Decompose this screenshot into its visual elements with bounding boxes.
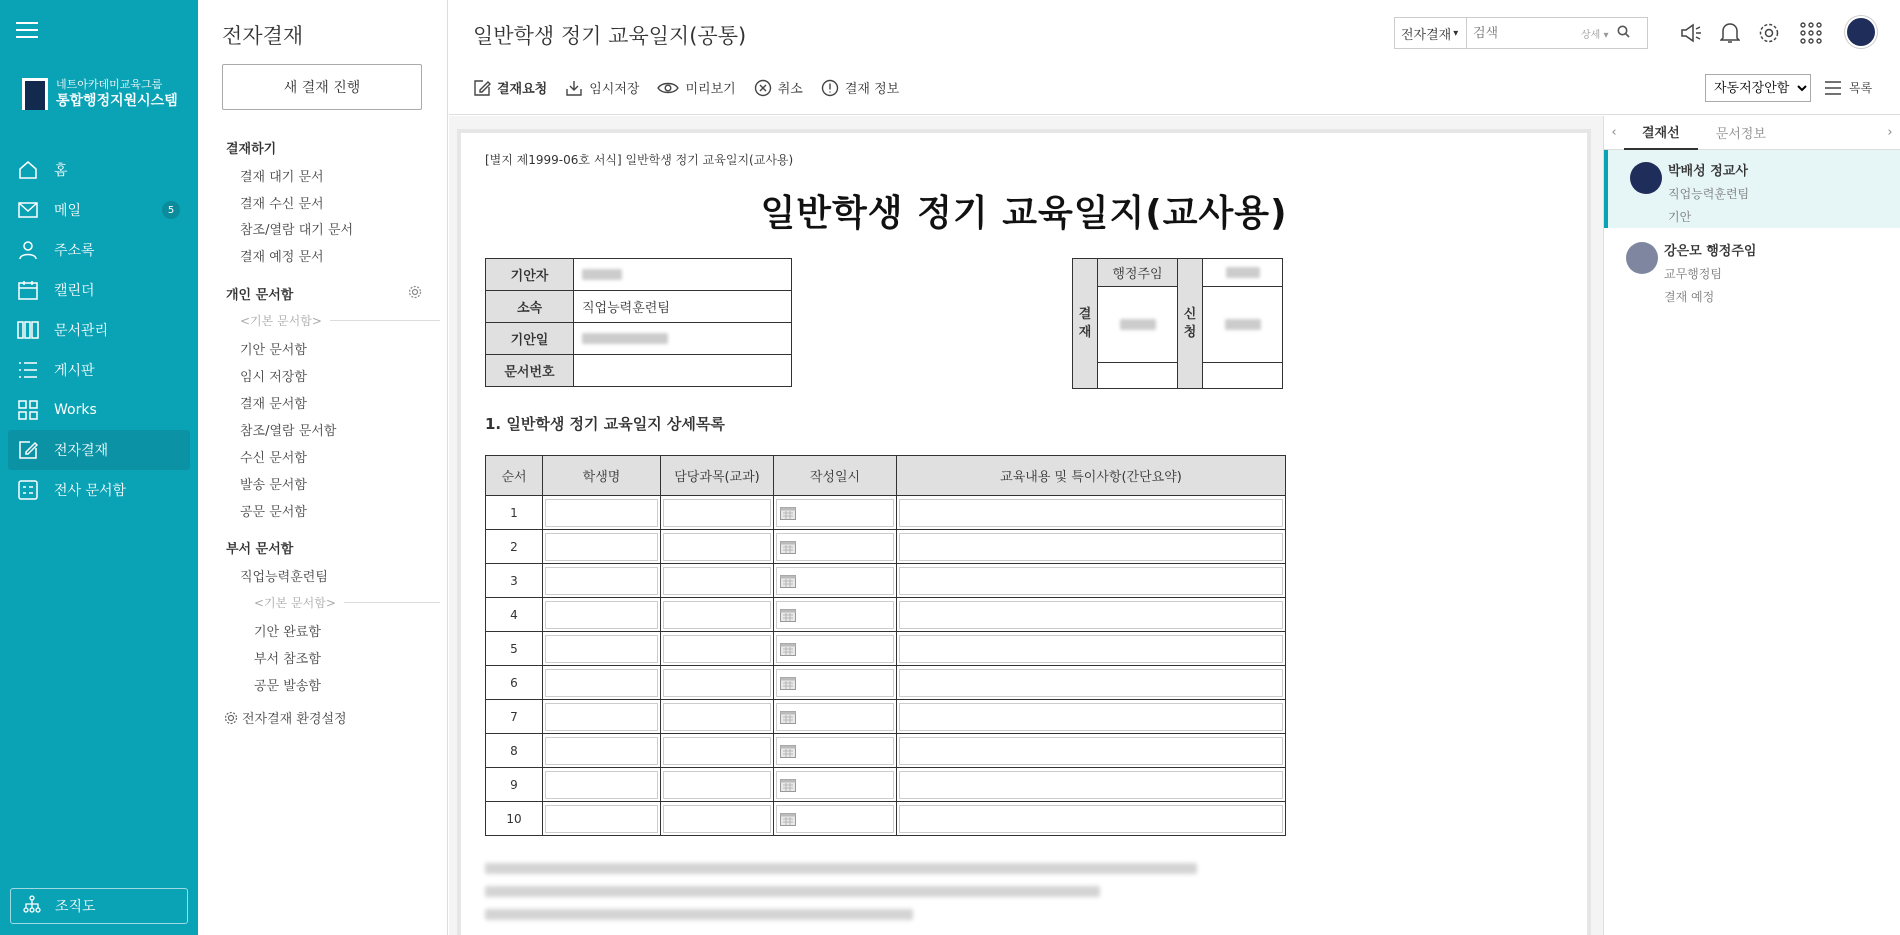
- apps-grid-icon[interactable]: [1798, 20, 1824, 46]
- row-number: 2: [486, 530, 543, 564]
- edit-icon: [16, 440, 40, 460]
- content-input[interactable]: [899, 635, 1283, 663]
- date-input[interactable]: [776, 567, 894, 595]
- student-cell: [543, 768, 661, 802]
- divider: [344, 602, 440, 603]
- redacted-text: [582, 333, 668, 344]
- sidebar-item-draft-done[interactable]: 기안 완료함: [254, 625, 321, 640]
- student-cell: [543, 496, 661, 530]
- nav-item-contacts[interactable]: [8, 230, 190, 270]
- person-icon: [16, 240, 40, 260]
- date-input[interactable]: [776, 771, 894, 799]
- table-row: [486, 734, 1286, 768]
- calendar-icon[interactable]: [780, 574, 796, 588]
- date-cell: [774, 700, 897, 734]
- toolbar-label: 결재 정보: [844, 82, 900, 97]
- gear-icon: [224, 711, 238, 725]
- subject-input[interactable]: [663, 635, 771, 663]
- subject-input[interactable]: [663, 805, 771, 833]
- subject-cell: [661, 700, 774, 734]
- date-input[interactable]: [776, 805, 894, 833]
- redacted-text: [1120, 319, 1156, 330]
- avatar: [1626, 242, 1658, 274]
- content-cell: [897, 768, 1286, 802]
- student-cell: [543, 700, 661, 734]
- sidebar-item-official-sent[interactable]: 공문 발송함: [254, 679, 321, 694]
- mail-icon: [16, 200, 40, 220]
- row-number: 9: [486, 768, 543, 802]
- table-row: [486, 802, 1286, 836]
- student-input[interactable]: [545, 703, 658, 731]
- row-number: 10: [486, 802, 543, 836]
- list-icon: [1825, 81, 1841, 95]
- student-cell: [543, 734, 661, 768]
- date-input[interactable]: [776, 635, 894, 663]
- nav-label: 전자결재: [54, 443, 109, 459]
- drafter-info-table: [485, 258, 792, 387]
- search-icon[interactable]: [1617, 25, 1630, 42]
- content-cell: [897, 802, 1286, 836]
- form-title: 일반학생 정기 교육일지(교사용): [760, 193, 1288, 234]
- nav-item-calendar[interactable]: [8, 270, 190, 310]
- col-student: 학생명: [543, 456, 661, 496]
- content-input[interactable]: [899, 533, 1283, 561]
- content-input[interactable]: [899, 567, 1283, 595]
- form-reference: [별지 제1999-06호 서식] 일반학생 정기 교육일지(교사용): [485, 153, 794, 167]
- scope-label: 전자결재: [1401, 27, 1452, 43]
- eye-icon: [657, 81, 679, 95]
- sidebar-item-reference[interactable]: 참조/열람 문서함: [240, 424, 337, 439]
- sidebar-item-dept-reference[interactable]: 부서 참조함: [254, 652, 321, 667]
- document-viewport: [449, 116, 1604, 935]
- date-cell: [774, 564, 897, 598]
- subject-input[interactable]: [663, 703, 771, 731]
- date-cell: [774, 768, 897, 802]
- subject-cell: [661, 632, 774, 666]
- toolbar: [473, 78, 917, 97]
- mail-count-badge: 5: [162, 201, 180, 219]
- toolbar-label: 임시저장: [589, 82, 640, 97]
- subject-input[interactable]: [663, 737, 771, 765]
- content-cell: [897, 598, 1286, 632]
- row-number: 3: [486, 564, 543, 598]
- col-date: 작성일시: [774, 456, 897, 496]
- table-row: [486, 700, 1286, 734]
- student-cell: [543, 666, 661, 700]
- approver-dept: 교무행정팀: [1664, 267, 1722, 281]
- student-input[interactable]: [545, 499, 658, 527]
- muted-label: <기본 문서함>: [254, 596, 336, 610]
- date-input[interactable]: [776, 601, 894, 629]
- sidebar-item-reference-pending[interactable]: 참조/열람 대기 문서: [240, 223, 354, 238]
- toolbar-label: 취소: [777, 82, 803, 97]
- request-approval-button[interactable]: [473, 78, 547, 97]
- nav-label: 문서관리: [54, 323, 109, 339]
- approval-sidebar: [198, 0, 448, 935]
- redacted-text: [582, 269, 622, 280]
- announcement-icon[interactable]: [1678, 20, 1704, 46]
- nav-item-approval[interactable]: [8, 430, 190, 470]
- sidebar-item-drafts[interactable]: 기안 문서함: [240, 343, 307, 358]
- calendar-icon: [16, 280, 40, 300]
- nav-label: 캘린더: [54, 283, 95, 299]
- calendar-icon[interactable]: [780, 778, 796, 792]
- table-row: [486, 530, 1286, 564]
- applicant-role-cell: [1203, 259, 1283, 287]
- content-input[interactable]: [899, 601, 1283, 629]
- calendar-icon[interactable]: [780, 812, 796, 826]
- divider: [330, 320, 440, 321]
- approver-item[interactable]: [1604, 150, 1900, 228]
- approval-line-panel: [1604, 116, 1900, 935]
- approver-item[interactable]: [1604, 230, 1900, 308]
- table-row: [486, 496, 1286, 530]
- dept-value: 직업능력훈련팀: [574, 291, 792, 323]
- date-cell: [774, 666, 897, 700]
- preview-button[interactable]: [657, 78, 735, 97]
- subject-cell: [661, 564, 774, 598]
- archive-icon: [16, 480, 40, 500]
- approval-date-cell: [1098, 363, 1178, 389]
- student-input[interactable]: [545, 635, 658, 663]
- date-cell: [774, 802, 897, 836]
- drafter-value: [574, 259, 792, 291]
- student-input[interactable]: [545, 567, 658, 595]
- subject-cell: [661, 598, 774, 632]
- avatar[interactable]: [1845, 16, 1877, 48]
- col-content: 교육내용 및 특이사항(간단요약): [897, 456, 1286, 496]
- student-input[interactable]: [545, 771, 658, 799]
- sidebar-item-approved[interactable]: 결재 문서함: [240, 397, 307, 412]
- col-subject: 담당과목(교과): [661, 456, 774, 496]
- sidebar-title: 전자결재: [222, 24, 304, 48]
- sidebar-item-pending[interactable]: 결재 대기 문서: [240, 170, 324, 185]
- approval-side-label: [1073, 259, 1098, 389]
- sidebar-item-outbox[interactable]: 발송 문서함: [240, 478, 307, 493]
- row-number: 1: [486, 496, 543, 530]
- table-row: [486, 768, 1286, 802]
- row-number: 7: [486, 700, 543, 734]
- section-approval: 결재하기: [226, 142, 277, 157]
- panel-tabs: [1604, 116, 1900, 150]
- tab-approval-line[interactable]: 결재선: [1624, 116, 1698, 150]
- subject-input[interactable]: [663, 601, 771, 629]
- content-cell: [897, 530, 1286, 564]
- date-cell: [774, 530, 897, 564]
- journal-table: [485, 455, 1286, 836]
- sidebar-item-received[interactable]: 결재 수신 문서: [240, 197, 324, 212]
- row-number: 4: [486, 598, 543, 632]
- calendar-icon[interactable]: [780, 506, 796, 520]
- save-icon: [565, 79, 583, 97]
- subject-input[interactable]: [663, 533, 771, 561]
- muted-label: <기본 문서함>: [240, 314, 322, 328]
- nav-item-works[interactable]: [8, 390, 190, 430]
- sidebar-item-scheduled[interactable]: 결재 예정 문서: [240, 250, 324, 265]
- approval-stamp-table: [1072, 258, 1283, 389]
- default-box-label: [254, 594, 440, 611]
- apply-side-text: 신청: [1183, 306, 1197, 340]
- toolbar-label: 결재요청: [497, 82, 548, 97]
- calendar-icon[interactable]: [780, 608, 796, 622]
- redacted-line: [485, 909, 913, 920]
- content-input[interactable]: [899, 737, 1283, 765]
- nav-item-documents[interactable]: [8, 310, 190, 350]
- applicant-stamp-cell: [1203, 287, 1283, 363]
- subject-input[interactable]: [663, 499, 771, 527]
- search-detail-toggle[interactable]: 상세 ▾: [1581, 29, 1609, 41]
- row-number: 5: [486, 632, 543, 666]
- drafter-label: 기안자: [486, 259, 574, 291]
- subject-cell: [661, 666, 774, 700]
- documents-icon: [16, 320, 40, 340]
- content-cell: [897, 734, 1286, 768]
- draft-date-label: 기안일: [486, 323, 574, 355]
- calendar-icon[interactable]: [780, 744, 796, 758]
- approver-dept: 직업능력훈련팀: [1668, 187, 1750, 201]
- section-personal: 개인 문서함: [226, 288, 294, 303]
- nav-label: 홈: [54, 163, 68, 179]
- list-button[interactable]: [1825, 79, 1872, 96]
- row-number: 8: [486, 734, 543, 768]
- content-cell: [897, 666, 1286, 700]
- subject-cell: [661, 530, 774, 564]
- org-chart-label: 조직도: [55, 899, 96, 915]
- grid-icon: [16, 400, 40, 420]
- redacted-text: [1226, 267, 1260, 278]
- approval-info-button[interactable]: [821, 78, 899, 97]
- calendar-icon[interactable]: [780, 642, 796, 656]
- student-input[interactable]: [545, 601, 658, 629]
- edit-icon: [473, 79, 491, 97]
- document-paper: [457, 129, 1591, 935]
- approver-name: 박배성 정교사: [1668, 164, 1748, 179]
- approval-settings-link[interactable]: [224, 708, 347, 727]
- date-cell: [774, 734, 897, 768]
- content-cell: [897, 632, 1286, 666]
- date-cell: [774, 598, 897, 632]
- approval-stamp-cell: [1098, 287, 1178, 363]
- search-input[interactable]: [1467, 26, 1577, 41]
- chevron-right-icon[interactable]: ›: [1887, 125, 1893, 140]
- sidebar-item-inbox[interactable]: 수신 문서함: [240, 451, 307, 466]
- page-title: 일반학생 정기 교육일지(공통): [473, 24, 747, 48]
- close-circle-icon: [754, 79, 772, 97]
- nav-label: 주소록: [54, 243, 95, 259]
- cancel-button[interactable]: [754, 78, 803, 97]
- redacted-line: [485, 863, 1197, 874]
- nav-label: Works: [54, 402, 97, 418]
- doc-number-label: 문서번호: [486, 355, 574, 387]
- subject-input[interactable]: [663, 669, 771, 697]
- chevron-left-icon[interactable]: ‹: [1611, 125, 1617, 140]
- brand-logo[interactable]: [22, 78, 178, 110]
- student-input[interactable]: [545, 669, 658, 697]
- org-chart-button[interactable]: [10, 888, 188, 924]
- journal-rows: [486, 496, 1286, 836]
- autosave-select[interactable]: [1705, 74, 1811, 102]
- calendar-icon[interactable]: [780, 676, 796, 690]
- list-label: 목록: [1849, 81, 1873, 95]
- col-order: 순서: [486, 456, 543, 496]
- content-input[interactable]: [899, 499, 1283, 527]
- header: [449, 0, 1900, 115]
- main-nav: [0, 0, 198, 935]
- calendar-icon[interactable]: [780, 540, 796, 554]
- subject-input[interactable]: [663, 771, 771, 799]
- subject-cell: [661, 496, 774, 530]
- bell-icon[interactable]: [1717, 20, 1743, 46]
- student-input[interactable]: [545, 737, 658, 765]
- nav-item-company-docs[interactable]: [8, 470, 190, 510]
- approver-name: 강은모 행정주임: [1664, 244, 1757, 259]
- approval-side-text: 결재: [1078, 306, 1092, 340]
- student-input[interactable]: [545, 533, 658, 561]
- dept-label: 소속: [486, 291, 574, 323]
- nav-item-board[interactable]: [8, 350, 190, 390]
- default-box-label: [240, 312, 440, 329]
- subject-input[interactable]: [663, 567, 771, 595]
- list-icon: [16, 360, 40, 380]
- content-input[interactable]: [899, 703, 1283, 731]
- date-cell: [774, 496, 897, 530]
- date-input[interactable]: [776, 499, 894, 527]
- nav-label: 메일: [54, 203, 82, 219]
- tab-document-info[interactable]: 문서정보: [1715, 127, 1766, 142]
- student-cell: [543, 564, 661, 598]
- sidebar-item-dept[interactable]: 직업능력훈련팀: [240, 570, 328, 585]
- table-row: [486, 666, 1286, 700]
- section-department: 부서 문서함: [226, 542, 294, 557]
- logo-mark: [22, 78, 48, 110]
- date-input[interactable]: [776, 737, 894, 765]
- settings-label: 전자결재 환경설정: [242, 712, 347, 727]
- content-input[interactable]: [899, 805, 1283, 833]
- footnote-redacted: [485, 863, 1205, 932]
- avatar: [1630, 162, 1662, 194]
- calendar-icon[interactable]: [780, 710, 796, 724]
- student-input[interactable]: [545, 805, 658, 833]
- subject-cell: [661, 768, 774, 802]
- nav-label: 전사 문서함: [54, 483, 127, 499]
- content-cell: [897, 700, 1286, 734]
- date-input[interactable]: [776, 533, 894, 561]
- home-icon: [16, 160, 40, 180]
- approver-status: 결재 예정: [1664, 290, 1715, 304]
- nav-list: [8, 150, 190, 510]
- org-chart-icon: [23, 895, 41, 917]
- gear-icon[interactable]: [408, 284, 422, 303]
- apply-side-label: [1178, 259, 1203, 389]
- table-row: [486, 632, 1286, 666]
- content-cell: [897, 564, 1286, 598]
- detail-label: 상세: [1581, 29, 1601, 41]
- section-heading: 1. 일반학생 정기 교육일지 상세목록: [485, 415, 725, 433]
- student-cell: [543, 598, 661, 632]
- date-input[interactable]: [776, 703, 894, 731]
- content-input[interactable]: [899, 771, 1283, 799]
- table-row: [486, 564, 1286, 598]
- gear-icon[interactable]: [1756, 20, 1782, 46]
- toolbar-label: 미리보기: [685, 82, 736, 97]
- search-scope-select[interactable]: [1395, 18, 1467, 48]
- applicant-date-cell: [1203, 363, 1283, 389]
- redacted-text: [1225, 319, 1261, 330]
- info-icon: [821, 79, 839, 97]
- table-row: [486, 598, 1286, 632]
- sidebar-item-temp-saved[interactable]: 임시 저장함: [240, 370, 307, 385]
- approval-role-label: 행정주임: [1098, 259, 1178, 287]
- date-input[interactable]: [776, 669, 894, 697]
- chevron-down-icon: ▾: [1453, 27, 1459, 39]
- content-input[interactable]: [899, 669, 1283, 697]
- subject-cell: [661, 734, 774, 768]
- row-number: 6: [486, 666, 543, 700]
- content-cell: [897, 496, 1286, 530]
- nav-label: 게시판: [54, 363, 95, 379]
- new-approval-button[interactable]: 새 결재 진행: [222, 64, 422, 110]
- search-bar: [1394, 17, 1648, 49]
- sidebar-item-official[interactable]: 공문 문서함: [240, 505, 307, 520]
- student-cell: [543, 530, 661, 564]
- brand-line1: 네트아카데미교육그룹: [56, 78, 163, 91]
- doc-number-value: [574, 355, 792, 387]
- student-cell: [543, 632, 661, 666]
- menu-icon[interactable]: [16, 22, 38, 40]
- subject-cell: [661, 802, 774, 836]
- draft-date-value: [574, 323, 792, 355]
- redacted-line: [485, 886, 1100, 897]
- nav-item-home[interactable]: [8, 150, 190, 190]
- date-cell: [774, 632, 897, 666]
- approver-status: 기안: [1668, 210, 1692, 224]
- temp-save-button[interactable]: [565, 78, 639, 97]
- nav-item-mail[interactable]: [8, 190, 190, 230]
- brand-line2: 통합행정지원시스템: [56, 93, 178, 109]
- student-cell: [543, 802, 661, 836]
